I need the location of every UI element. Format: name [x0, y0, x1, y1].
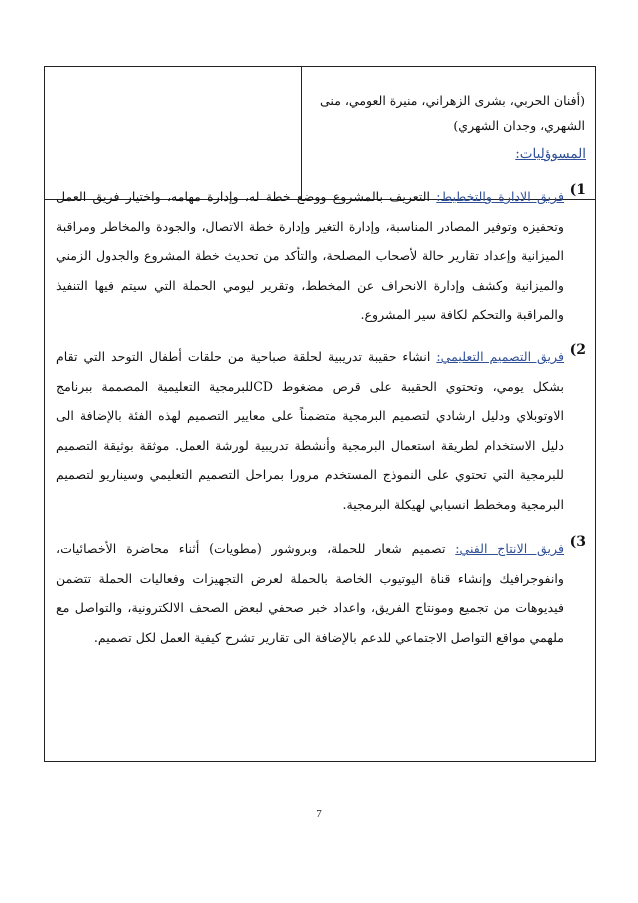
responsibility-item-3 [56, 534, 586, 652]
item-heading: فريق الانتاج الفني: [455, 541, 565, 556]
column-divider [301, 67, 302, 199]
responsibilities-heading: المسوؤليات: [515, 146, 586, 162]
item-number: 3) [569, 534, 586, 550]
item-text [56, 182, 564, 330]
table-top-row [45, 67, 595, 200]
item-text [56, 534, 564, 652]
item-number: 1) [569, 182, 586, 198]
team-members-line-2: الشهري، وجدان الشهري) [453, 118, 585, 133]
item-body: انشاء حقيبة تدريبية لحلقة صباحية من حلقات أطفال التوحد التي تقام بشكل يومي، وتحتوي الحقيبة على قرص مضغوط CDللبرمجية التعليمية المصممة ببرنامج الاوتوبلاي ودليل ارشادي لتصميم البرمجية متضمناً على معايير التصميم لهذه الفئة بالإضافة الى دليل الاستخدام لطريقة استعمال البرمجية وأنشطة تدريبية لورشة العمل. موثقة بوثيقة التصميم للبرمجية التي تحتوي على النموذج المستخدم مرورا بمراحل التصميم التعليمي وسيناريو لتصميم البرمجية ومخطط انسيابي لهيكلة البرمجية. [56, 349, 565, 512]
responsibility-item-1 [56, 182, 586, 330]
item-number: 2) [569, 342, 586, 358]
page-number: 7 [316, 808, 322, 820]
team-members-cell [315, 88, 585, 138]
item-text [56, 342, 564, 519]
team-members-line-1: (أفنان الحربي، بشرى الزهراني، منيرة العومي، منى [320, 93, 585, 108]
item-body: التعريف بالمشروع ووضع خطة له، وإدارة مهامه، واختيار فريق العمل وتحفيزه وتوفير المصادر المناسبة، وإدارة التغير وإدارة خطة الاتصال، والجودة والمخاطر ومراقبة الميزانية وإعداد تقارير حالة لأصحاب المصلحة، والتأكد من تحديث خطة المشروع والجدول الزمني والميزانية وكشف وإدارة الانحراف عن المخطط، وتقرير ليومي الحملة التي سيتم فيها التنفيذ والمراقبة والتحكم لكافة سير المشروع. [56, 189, 564, 322]
responsibility-item-2 [56, 342, 586, 519]
item-body: تصميم شعار للحملة، وبروشور (مطويات) أثناء محاضرة الأخصائيات، وانفوجرافيك وإنشاء قناة اليوتيوب الخاصة بالحملة لعرض التجهيزات وفعاليات الحملة تتضمن فيديوهات من تجميع ومونتاج الفريق، واعداد خبر صحفي لبعض الصحف الالكترونية، والتواصل مع ملهمي مواقع التواصل الاجتماعي للدعم بالإضافة الى تقارير تشرح كيفية العمل لكل تصميم. [56, 541, 564, 645]
item-heading: فريق الادارة والتخطيط: [436, 189, 564, 204]
item-heading: فريق التصميم التعليمي: [436, 349, 564, 364]
